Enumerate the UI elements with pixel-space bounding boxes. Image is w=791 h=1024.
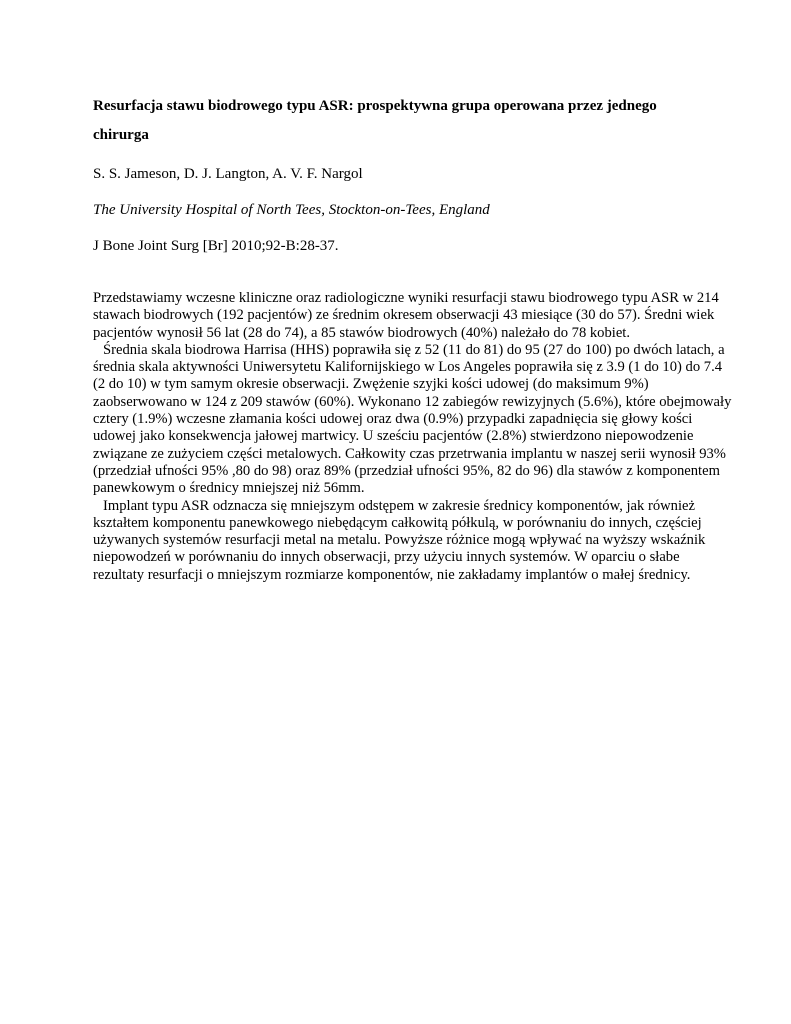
abstract-body [93,290,733,584]
abstract-paragraph-2: Średnia skala biodrowa Harrisa (HHS) poprawiła się z 52 (11 do 81) do 95 (27 do 100) po dwóch latach, a średnia skala aktywności Uniwersytetu Kalifornijskiego w Los Angeles poprawiła się z 3.9 (1 do 10) do 7.4 (2 do 10) w tym samym okresie obserwacji. Zwężenie szyjki kości udowej (do maksimum 9%) zaobserwowano w 124 z 209 stawów (60%). Wykonano 12 zabiegów rewizyjnych (5.6%), które obejmowały cztery (1.9%) wczesne złamania kości udowej oraz dwa (0.9%) przypadki zapadnięcia się głowy kości udowej jako konsekwencja jałowej martwicy. U sześciu pacjentów (2.8%) stwierdzono niepowodzenie związane ze zużyciem części metalowych. Całkowity czas przetrwania implantu w naszej serii wynosił 93% (przedział ufności 95% ,80 do 98) oraz 89% (przedział ufności 95%, 82 do 96) dla stawów z komponentem panewkowym o średnicy mniejszej niż 56mm. [93,341,732,497]
abstract-paragraph-3: Implant typu ASR odznacza się mniejszym odstępem w zakresie średnicy komponentów, jak również kształtem komponentu panewkowego niebędącym całkowitą półkulą, w porównaniu do innych, częściej używanych systemów resurfacji metal na metalu. Powyższe różnice mogą wpływać na wyższy wskaźnik niepowodzeń w porównaniu do innych obserwacji, przy użyciu innych systemów. W oparciu o słabe rezultaty resurfacji o mniejszym rozmiarze komponentów, nie zakładamy implantów o małej średnicy. [93,497,706,583]
article-affiliation: The University Hospital of North Tees, Stockton-on-Tees, England [93,202,490,218]
abstract-paragraph-1: Przedstawiamy wczesne kliniczne oraz radiologiczne wyniki resurfacji stawu biodrowego typu ASR w 214 stawach biodrowych (192 pacjentów) ze średnim okresem obserwacji 43 miesiące (30 do 57). Średni wiek pacjentów wynosił 56 lat (28 do 74), a 85 stawów biodrowych (40%) należało do 78 kobiet. [93,290,719,341]
article-authors: S. S. Jameson, D. J. Langton, A. V. F. Nargol [93,166,363,182]
article-title: Resurfacja stawu biodrowego typu ASR: prospektywna grupa operowana przez jednego chirurga [93,98,657,143]
article-citation: J Bone Joint Surg [Br] 2010;92-B:28-37. [93,238,339,254]
